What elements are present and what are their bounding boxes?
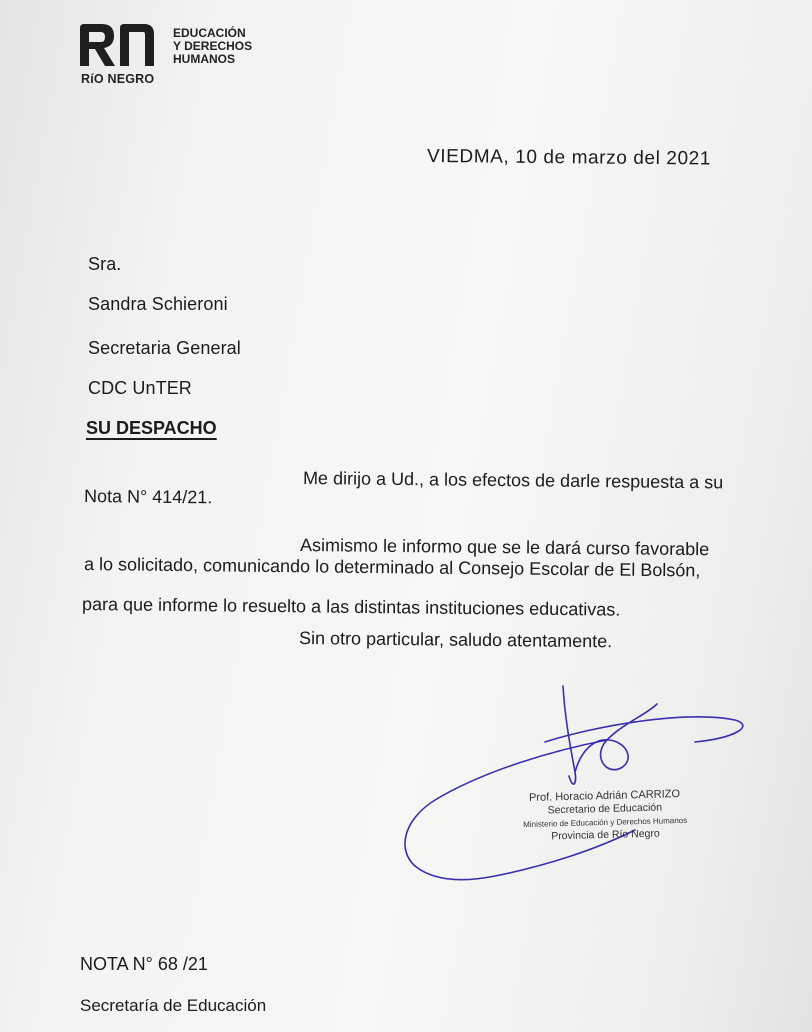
stamp-name: Prof. Horacio Adrián CARRIZO	[528, 788, 681, 804]
footer-office: Secretaría de Educación	[80, 996, 267, 1015]
closing-line: Sin otro particular, saludo atentamente.	[298, 628, 613, 652]
body-paragraph-2-line-3: para que informe lo resuelto a las distintas instituciones educativas.	[81, 594, 621, 620]
body-paragraph-1-line-1: Me dirijo a Ud., a los efectos de darle respuesta a su	[302, 468, 724, 493]
recipient-name: Sandra Schieroni	[88, 294, 228, 314]
body-paragraph-2-line-1: Asimismo le informo que se le dará curso favorable	[299, 535, 710, 560]
logo-dept-line: EDUCACIÓN	[173, 26, 246, 40]
recipient-organization: CDC UnTER	[88, 378, 192, 398]
su-despacho-heading: SU DESPACHO	[86, 418, 217, 438]
recipient-title: Secretaria General	[88, 338, 241, 358]
handwritten-signature	[395, 680, 755, 890]
rio-negro-logo-mark	[78, 22, 158, 68]
logo-dept-line: HUMANOS	[173, 52, 235, 66]
logo-province-name: RíO NEGRO	[81, 72, 155, 86]
official-stamp	[504, 787, 705, 844]
footer-note-number: NOTA N° 68 /21	[80, 954, 208, 974]
date-line: VIEDMA, 10 de marzo del 2021	[426, 146, 712, 170]
logo-dept-line: Y DERECHOS	[173, 39, 253, 53]
logo-department-name	[173, 27, 252, 66]
body-paragraph-1-line-2: Nota N° 414/21.	[83, 486, 213, 508]
recipient-salutation: Sra.	[88, 254, 122, 274]
stamp-position: Secretario de Educación	[547, 801, 663, 817]
body-paragraph-2-line-2: a lo solicitado, comunicando lo determinado al Consejo Escolar de El Bolsón,	[83, 554, 701, 581]
stamp-ministry: Ministerio de Educación y Derechos Humanos	[523, 815, 688, 830]
stamp-province: Provincia de Río Negro	[551, 827, 660, 843]
